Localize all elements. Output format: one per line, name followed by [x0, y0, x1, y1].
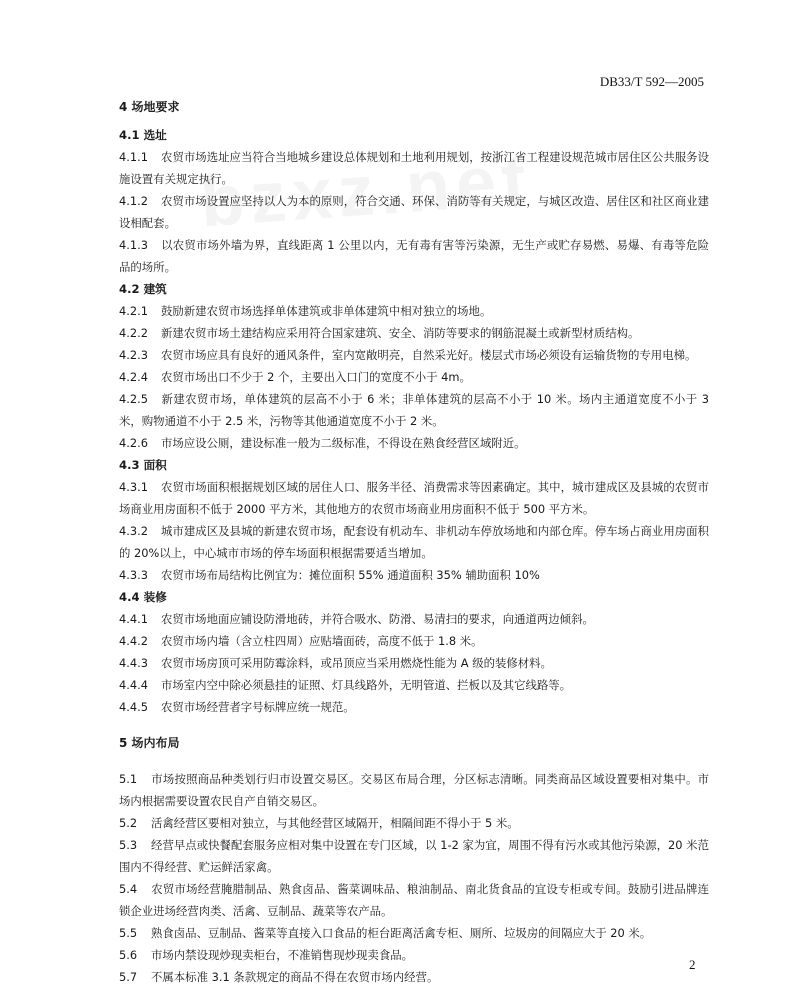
clause-number: 4.4.1: [119, 612, 148, 626]
standard-code: DB33/T 592—2005: [599, 74, 704, 89]
page-number: 2: [689, 957, 696, 972]
clause-number: 4.2.2: [119, 326, 148, 340]
clause-text: 农贸市场面积根据规划区域的居住人口、服务半径、消费需求等因素确定。其中，城市建成区及县城的农贸市场商业用房面积不低于 2000 平方米，其他地方的农贸市场商业用房面积不低于 500 平方米。: [119, 480, 709, 516]
clause-text: 市场内禁设现炒现卖柜台，不准销售现炒现卖食品。: [151, 948, 413, 962]
section-5-heading: 5 场内布局: [119, 736, 180, 750]
clause-5-7: [119, 966, 709, 988]
clause-text: 农贸市场设置应坚持以人为本的原则，符合交通、环保、消防等有关规定，与城区改造、居住区和社区商业建设相配套。: [119, 194, 709, 230]
clause-text: 农贸市场布局结构比例宜为：摊位面积 55% 通道面积 35% 辅助面积 10%: [161, 568, 540, 582]
clause-5-1: [119, 768, 709, 812]
clause-number: 4.2.5: [119, 392, 148, 406]
clause-number: 4.3.1: [119, 480, 148, 494]
clause-number: 5.6: [119, 948, 138, 962]
clause-text: 不属本标准 3.1 条款规定的商品不得在农贸市场内经营。: [151, 970, 439, 984]
clause-number: 5.3: [119, 838, 138, 852]
clause-4-3-2: [119, 520, 709, 564]
clause-number: 4.2.1: [119, 304, 148, 318]
clause-text: 农贸市场经营者字号标牌应统一规范。: [161, 700, 355, 714]
clause-text: 农贸市场选址应当符合当地城乡建设总体规划和土地利用规划，按浙江省工程建设规范城市居住区公共服务设施设置有关规定执行。: [119, 150, 709, 186]
clause-4-1-3: [119, 234, 709, 278]
clause-5-3: [119, 834, 709, 878]
clause-4-1-2: [119, 190, 709, 234]
section-4-2-heading: 4.2 建筑: [119, 282, 167, 296]
clause-4-4-3: [119, 652, 709, 674]
clause-4-2-4: [119, 366, 709, 388]
clause-4-4-4: [119, 674, 709, 696]
clause-number: 4.1.3: [119, 238, 148, 252]
section-4-heading: 4 场地要求: [119, 100, 180, 114]
clause-text: 农贸市场出口不少于 2 个，主要出入口门的宽度不小于 4m。: [161, 370, 471, 384]
clause-text: 活禽经营区要相对独立，与其他经营区域隔开，相隔间距不得小于 5 米。: [151, 816, 519, 830]
clause-number: 4.4.4: [119, 678, 148, 692]
clause-number: 4.2.3: [119, 348, 148, 362]
clause-text: 熟食卤品、豆制品、酱菜等直接入口食品的柜台距离活禽专柜、厕所、垃圾房的间隔应大于 20 米。: [151, 926, 652, 940]
clause-4-4-2: [119, 630, 709, 652]
clause-number: 4.4.2: [119, 634, 148, 648]
clause-number: 5.1: [119, 772, 138, 786]
clause-4-2-3: [119, 344, 709, 366]
clause-4-2-1: [119, 300, 709, 322]
clause-number: 4.1.2: [119, 194, 148, 208]
clause-text: 市场按照商品种类划行归市设置交易区。交易区布局合理，分区标志清晰。同类商品区域设置要相对集中。市场内根据需要设置农民自产自销交易区。: [119, 772, 709, 808]
clause-5-2: [119, 812, 709, 834]
clause-5-5: [119, 922, 709, 944]
clause-4-2-2: [119, 322, 709, 344]
clause-number: 4.4.3: [119, 656, 148, 670]
clause-4-2-5: [119, 388, 709, 432]
clause-number: 5.5: [119, 926, 138, 940]
clause-5-4: [119, 878, 709, 922]
clause-number: 4.2.4: [119, 370, 148, 384]
clause-4-4-5: [119, 696, 709, 718]
clause-4-1-1: [119, 146, 709, 190]
clause-number: 4.2.6: [119, 436, 148, 450]
clause-text: 新建农贸市场，单体建筑的层高不小于 6 米；非单体建筑的层高不小于 10 米。场内主通道宽度不小于 3 米，购物通道不小于 2.5 米，污物等其他通道宽度不小于 2 米。: [119, 392, 709, 428]
clause-number: 4.3.2: [119, 524, 148, 538]
section-4-4-heading: 4.4 装修: [119, 590, 167, 604]
clause-text: 经营早点或快餐配套服务应相对集中设置在专门区域，以 1-2 家为宜，周围不得有污水或其他污染源，20 米范围内不得经营、贮运鲜活家禽。: [119, 838, 709, 874]
clause-number: 4.3.3: [119, 568, 148, 582]
clause-number: 4.1.1: [119, 150, 148, 164]
clause-number: 4.4.5: [119, 700, 148, 714]
clause-text: 以农贸市场外墙为界，直线距离 1 公里以内，无有毒有害等污染源，无生产或贮存易燃、易爆、有毒等危险品的场所。: [119, 238, 709, 274]
clause-text: 农贸市场内墙（含立柱四周）应贴墙面砖，高度不低于 1.8 米。: [161, 634, 483, 648]
clause-text: 城市建成区及县城的新建农贸市场，配套设有机动车、非机动车停放场地和内部仓库。停车场占商业用房面积的 20%以上，中心城市市场的停车场面积根据需要适当增加。: [119, 524, 709, 560]
section-4-1-heading: 4.1 选址: [119, 128, 167, 142]
clause-5-6: [119, 944, 709, 966]
document-body: [119, 96, 709, 988]
clause-text: 农贸市场地面应铺设防滑地砖，并符合吸水、防滑、易清扫的要求，向通道两边倾斜。: [161, 612, 594, 626]
clause-text: 农贸市场房顶可采用防霉涂料，或吊顶应当采用燃烧性能为 A 级的装修材料。: [161, 656, 552, 670]
clause-text: 鼓励新建农贸市场选择单体建筑或非单体建筑中相对独立的场地。: [161, 304, 492, 318]
clause-text: 市场应设公厕，建设标准一般为二级标准，不得设在熟食经营区域附近。: [161, 436, 526, 450]
clause-4-2-6: [119, 432, 709, 454]
clause-text: 农贸市场经营腌腊制品、熟食卤品、酱菜调味品、粮油制品、南北货食品的宜设专柜或专间。鼓励引进品牌连锁企业进场经营肉类、活禽、豆制品、蔬菜等农产品。: [119, 882, 709, 918]
clause-number: 5.4: [119, 882, 138, 896]
clause-text: 农贸市场应具有良好的通风条件，室内宽敞明亮，自然采光好。楼层式市场必须设有运输货物的专用电梯。: [161, 348, 697, 362]
clause-4-3-1: [119, 476, 709, 520]
clause-text: 市场室内空中除必须悬挂的证照、灯具线路外，无明管道、拦板以及其它线路等。: [161, 678, 572, 692]
clause-text: 新建农贸市场土建结构应采用符合国家建筑、安全、消防等要求的钢筋混凝土或新型材质结构。: [161, 326, 640, 340]
clause-4-3-3: [119, 564, 709, 586]
clause-4-4-1: [119, 608, 709, 630]
section-4-3-heading: 4.3 面积: [119, 458, 167, 472]
clause-number: 5.7: [119, 970, 138, 984]
clause-number: 5.2: [119, 816, 138, 830]
